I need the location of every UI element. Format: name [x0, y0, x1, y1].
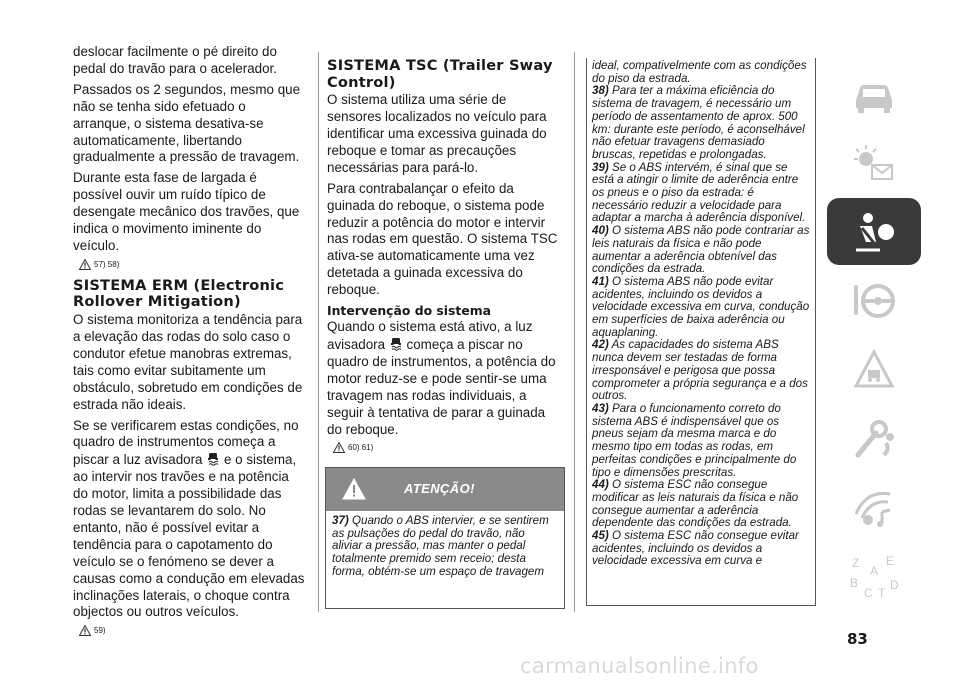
note-number: 43)	[592, 401, 609, 415]
column-left	[73, 44, 305, 644]
column-divider	[574, 52, 575, 612]
steering-wheel-icon	[846, 277, 902, 325]
skidding-car-warning-icon	[389, 336, 403, 351]
notes-box	[586, 58, 816, 606]
warning-reference[interactable]	[333, 442, 561, 453]
tab-safety[interactable]	[827, 198, 921, 265]
warning-triangle-icon	[79, 259, 91, 270]
note-text: O sistema ESC não consegue evitar acidentes, incluindo os devidos a velocidade excessiva em curva e	[592, 529, 799, 568]
index-letter: C	[864, 585, 873, 600]
column-divider	[318, 52, 319, 612]
warning-content	[326, 511, 564, 584]
note-text: Para ter a máxima eficiência do sistema de travagem, é necessário um período de assentamento de aprox. 500 km: durante este período, é aconselhável não efetuar travagens demasiado bruscas, repetidas e prolongadas.	[592, 84, 805, 161]
note-text: O sistema ABS não pode evitar acidentes, incluindo os devidos a velocidade excessiva em curva, condução em superfícies de baixa aderência ou aquaplaning.	[592, 274, 810, 339]
tab-multimedia[interactable]	[827, 474, 921, 541]
paragraph: deslocar facilmente o pé direito do pedal do travão para o acelerador.	[73, 44, 277, 76]
paragraph: Passados os 2 segundos, mesmo que não se tenha sido efetuado o arranque, o sistema desativa-se automaticamente, libertando gradualmente a pressão de travagem.	[73, 81, 301, 165]
page-number: 83	[847, 630, 868, 648]
car-dashboard-icon	[846, 70, 902, 118]
warning-note	[592, 225, 810, 276]
paragraph-text: começa a piscar no quadro de instrumentos, a potência do motor reduz-se e pode sentir-se uma travagem nas rodas individuais, a seguir à tentativa de parar a guinada do reboque.	[327, 336, 556, 437]
warning-title: ATENÇÃO!	[404, 481, 475, 496]
index-letter: B	[850, 575, 859, 590]
index-letter: Z	[852, 555, 860, 570]
warning-note	[592, 276, 810, 340]
note-text: O sistema ESC não consegue modificar as leis naturais da física e não consegue aumentar a aderência dependente das condições da estrada.	[592, 478, 799, 530]
note-text: Quando o ABS intervier, e se sentirem as pulsações do pedal do travão, não aliviar a pressão, mas manter o pedal totalmente premido sem receio; desta forma, obtém-se um espaço de travagem	[332, 514, 549, 578]
tab-index[interactable]	[827, 543, 921, 610]
subheading-intervention: Intervenção do sistema	[327, 303, 491, 319]
tab-emergency[interactable]	[827, 336, 921, 403]
paragraph	[327, 319, 561, 438]
warning-note	[592, 85, 810, 161]
warning-note	[592, 403, 810, 479]
note-number: 39)	[592, 160, 609, 174]
paragraph: O sistema monitoriza a tendência para a elevação das rodas do solo caso o condutor efetue manobras extremas, tais como evitar subitamente um obstáculo, sobretudo em condições de estrada não ideais.	[73, 312, 303, 412]
warning-triangle-icon	[333, 442, 345, 453]
tab-dashboard[interactable]	[827, 60, 921, 127]
paragraph	[73, 418, 305, 622]
paragraph: O sistema utiliza uma série de sensores localizados no veículo para identificar uma excessiva guinada do reboque e tomar as precauções necessárias para pará-lo.	[327, 92, 547, 175]
note-text: Se o ABS intervém, é sinal que se está a atingir o limite de aderência entre os pneus e o piso da estrada: é necessário reduzir a velocidade para adaptar a marcha à aderência disponível.	[592, 160, 806, 225]
skidding-car-warning-icon	[206, 451, 220, 466]
note-number: 44)	[592, 478, 609, 492]
note-continued: ideal, compativelmente com as condições do piso da estrada.	[592, 59, 807, 85]
index-letter: E	[886, 553, 895, 568]
alphabetical-index-icon	[846, 553, 902, 601]
note-number: 37)	[332, 514, 349, 527]
warning-box	[325, 467, 565, 609]
paragraph: Para contrabalançar o efeito da guinada do reboque, o sistema pode reduzir a potência do motor e intervir nas rodas em questão. O sistema TSC ativa-se automaticamente uma vez detetada a guinada excessiva do reboque.	[327, 180, 558, 298]
warning-triangle-icon	[79, 625, 91, 636]
tab-driving[interactable]	[827, 267, 921, 334]
watermark-url[interactable]: carmanualsonline.info	[520, 654, 759, 678]
note-text: As capacidades do sistema ABS nunca devem ser testadas de forma irresponsável e perigosa que possa comprometer a própria segurança e a dos outros.	[592, 338, 808, 403]
warning-note	[592, 530, 810, 568]
warning-note	[332, 515, 558, 579]
index-letter: T	[878, 585, 886, 600]
section-heading-tsc: SISTEMA TSC (Trailer Sway Control)	[327, 57, 553, 91]
section-heading-erm: SISTEMA ERM (Electronic Rollover Mitigation)	[73, 276, 285, 311]
warning-triangle-icon	[342, 478, 366, 500]
column-middle	[327, 58, 561, 461]
reference-numbers: 59)	[94, 626, 106, 636]
index-letter: A	[870, 563, 879, 578]
road-emergency-icon	[846, 346, 902, 394]
paragraph-text: Se se verificarem estas condições, no quadro de instrumentos começa a piscar a luz avisadora	[73, 417, 299, 468]
paragraph-text: e o sistema, ao intervir nos travões e na potência do motor, limita a possibilidade das rodas se levantarem do solo. No entanto, não é possível evitar a tendência para o capotamento do veículo se o fenómeno se dever a causas como a condução em elevadas inclinações laterais, o choque contra objectos ou outros veículos.	[73, 452, 305, 620]
paragraph: Durante esta fase de largada é possível ouvir um ruído típico de desengate mecânico dos travões, que indica o movimento iminente do veículo.	[73, 170, 300, 253]
tab-warning-lights[interactable]	[827, 129, 921, 196]
note-number: 42)	[592, 338, 609, 352]
warning-note	[592, 162, 810, 226]
multimedia-icon	[846, 484, 902, 532]
chapter-tabs	[827, 60, 927, 612]
paragraph-text: Quando o sistema está ativo, a luz avisadora	[327, 319, 533, 352]
index-letter: D	[890, 577, 899, 592]
maintenance-tools-icon	[846, 415, 902, 463]
note-number: 45)	[592, 529, 609, 543]
warning-note	[592, 339, 810, 403]
warning-lights-icon	[846, 139, 902, 187]
warning-note	[592, 479, 810, 530]
tab-maintenance[interactable]	[827, 405, 921, 472]
note-text: Para o funcionamento correto do sistema ABS é indispensável que os pneus sejam da mesma marca e do mesmo tipo em todas as rodas, em perfeitas condições e principalmente do tipo e dimensões prescritas.	[592, 401, 797, 479]
seat-safety-icon	[846, 208, 902, 256]
reference-numbers: 60) 61)	[348, 443, 374, 453]
warning-reference[interactable]	[79, 625, 305, 636]
warning-reference[interactable]	[79, 259, 305, 270]
note-text: O sistema ABS não pode contrariar as leis naturais da física e não pode aumentar a aderência obtenível das condições da estrada.	[592, 224, 810, 276]
note-number: 40)	[592, 224, 609, 238]
note-number: 41)	[592, 274, 609, 288]
reference-numbers: 57) 58)	[94, 259, 120, 269]
note-number: 38)	[592, 84, 609, 98]
warning-header	[326, 468, 564, 511]
